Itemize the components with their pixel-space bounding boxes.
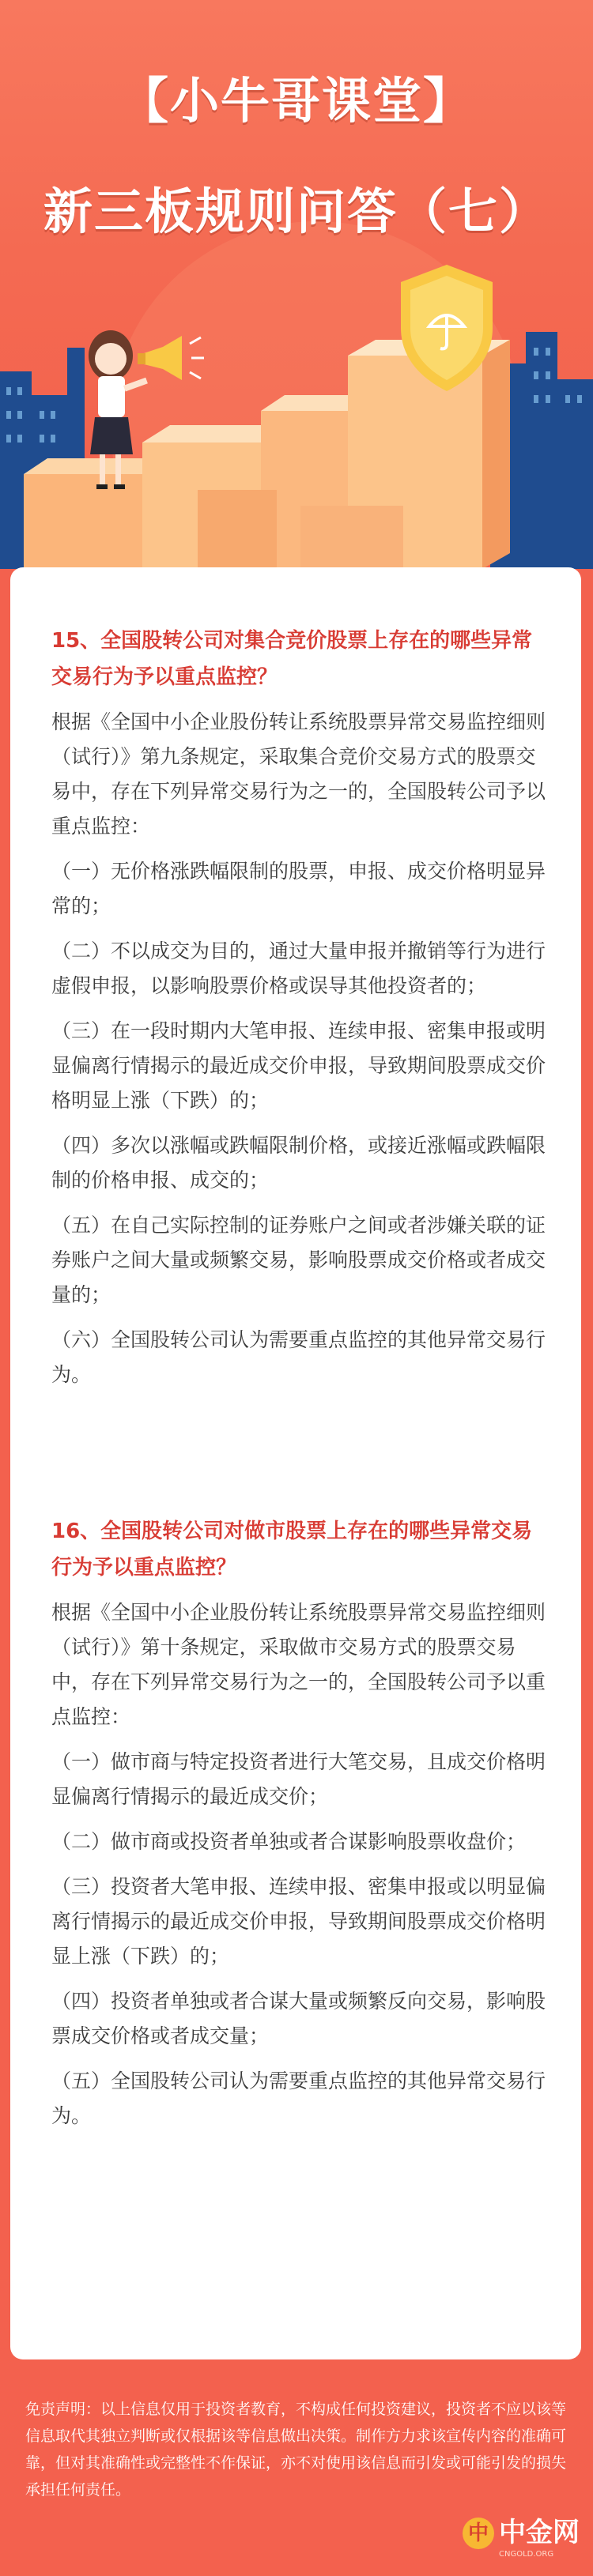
logo-subtext: CNGOLD.ORG [499, 2550, 554, 2559]
answer-paragraph: （二）不以成交为目的，通过大量申报并撤销等行为进行虚假申报，以影响股票价格或误导其他投资者的； [51, 940, 546, 997]
answer-paragraph: 根据《全国中小企业股份转让系统股票异常交易监控细则（试行）》第九条规定，采取集合竞价交易方式的股票交易中，存在下列异常交易行为之一的，全国股转公司予以重点监控： [51, 710, 546, 838]
answer-paragraph: （三）在一段时期内大笔申报、连续申报、密集申报或明显偏离行情揭示的最近成交价申报，导致期间股票成交价格明显上涨（下跌）的； [51, 1019, 546, 1112]
question-heading: 15、全国股转公司对集合竞价股票上存在的哪些异常交易行为予以重点监控？ [51, 629, 533, 689]
answer-paragraph: （六）全国股转公司认为需要重点监控的其他异常交易行为。 [51, 1328, 546, 1386]
answer-paragraph: （一）做市商与特定投资者进行大笔交易，且成交价格明显偏离行情揭示的最近成交价； [51, 1750, 546, 1808]
answer-paragraph: （三）投资者大笔申报、连续申报、密集申报或以明显偏离行情揭示的最近成交价申报，导致期间股票成交价格明显上涨（下跌）的； [51, 1875, 546, 1968]
banner-title-line1: 【小牛哥课堂】 [119, 72, 474, 130]
content-card [10, 567, 581, 2359]
answer-paragraph: （一）无价格涨跌幅限制的股票，申报、成交价格明显异常的； [51, 860, 546, 917]
question-heading: 16、全国股转公司对做市股票上存在的哪些异常交易行为予以重点监控？ [51, 1520, 533, 1580]
answer-paragraph: （五）在自己实际控制的证券账户之间或者涉嫌关联的证券账户之间大量或频繁交易，影响股票成交价格或者成交量的； [51, 1214, 546, 1306]
answer-paragraph: （五）全国股转公司认为需要重点监控的其他异常交易行为。 [51, 2069, 546, 2127]
header-banner [0, 0, 593, 569]
answer-paragraph: （四）投资者单独或者合谋大量或频繁反向交易，影响股票成交价格或者成交量； [51, 1990, 546, 2047]
answer-paragraph: （四）多次以涨幅或跌幅限制价格，或接近涨幅或跌幅限制的价格申报、成交的； [51, 1134, 546, 1192]
qa-section-16 [51, 1513, 550, 2144]
answer-paragraph: 根据《全国中小企业股份转让系统股票异常交易监控细则（试行）》第十条规定，采取做市交易方式的股票交易中，存在下列异常交易行为之一的，全国股转公司予以重点监控： [51, 1601, 546, 1728]
qa-section-15 [51, 623, 550, 1403]
disclaimer-text: 免责声明：以上信息仅用于投资者教育，不构成任何投资建议，投资者不应以该等信息取代其独立判断或仅根据该等信息做出决策。制作方力求该宣传内容的准确可靠，但对其准确性或完整性不作保证，亦不对使用该信息而引发或可能引发的损失承担任何责任。 [25, 2401, 567, 2499]
site-logo [463, 2511, 581, 2567]
logo-mark-icon: 中 [463, 2518, 494, 2549]
banner-title-line2: 新三板规则问答（七） [43, 183, 550, 240]
logo-wordmark: 中金网 [499, 2517, 580, 2548]
answer-paragraph: （二）做市商或投资者单独或者合谋影响股票收盘价； [51, 1830, 527, 1853]
